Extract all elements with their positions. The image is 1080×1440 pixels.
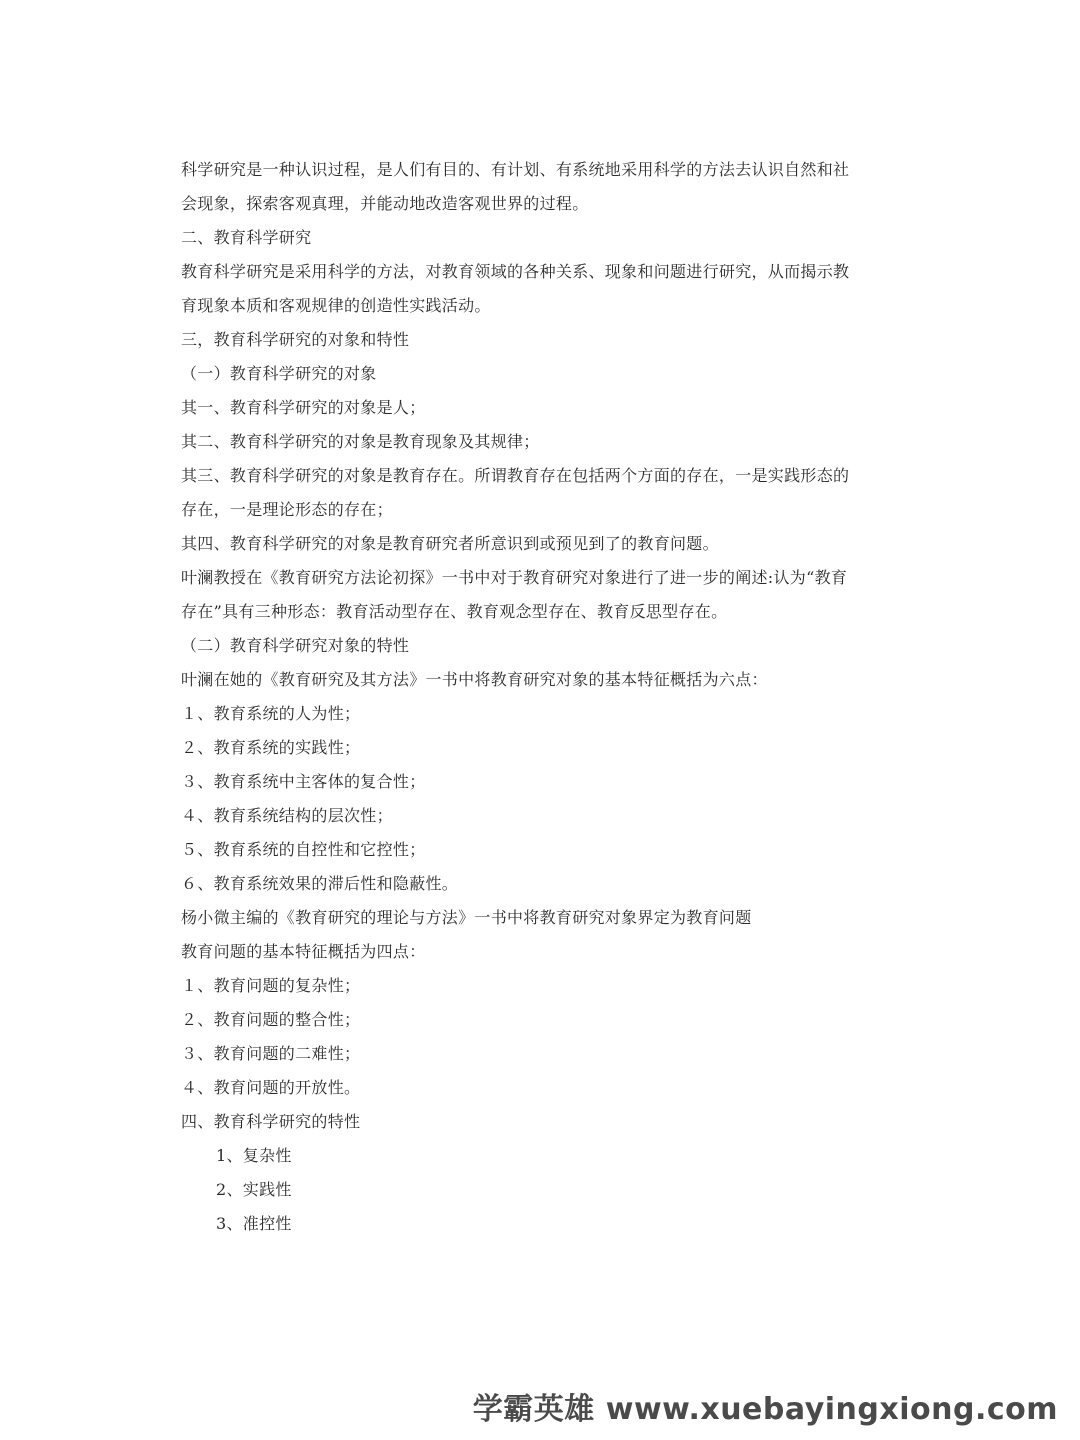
list-item: ２、教育问题的整合性； — [181, 1010, 361, 1029]
list-item: ４、教育系统结构的层次性； — [181, 806, 393, 825]
list-item: ３、教育系统中主客体的复合性； — [181, 772, 426, 791]
paragraph-line: 其四、教育科学研究的对象是教育研究者所意识到或预见到了的教育问题。 — [181, 534, 719, 553]
paragraph-line: 存在”具有三种形态：教育活动型存在、教育观念型存在、教育反思型存在。 — [181, 602, 728, 621]
paragraph-line: 其二、教育科学研究的对象是教育现象及其规律； — [181, 432, 540, 451]
list-item: ３、教育问题的二难性； — [181, 1044, 361, 1063]
indented-list-item: 1、复杂性 — [216, 1146, 292, 1165]
paragraph-line: 存在，一是理论形态的存在； — [181, 500, 393, 519]
paragraph-line: 杨小微主编的《教育研究的理论与方法》一书中将教育研究对象界定为教育问题 — [181, 908, 752, 927]
paragraph-line: 其三、教育科学研究的对象是教育存在。所谓教育存在包括两个方面的存在，一是实践形态的 — [181, 466, 850, 485]
list-item: ５、教育系统的自控性和它控性； — [181, 840, 426, 859]
paragraph-line: 叶澜在她的《教育研究及其方法》一书中将教育研究对象的基本特征概括为六点： — [181, 670, 768, 689]
subsection-heading: （二）教育科学研究对象的特性 — [181, 636, 410, 655]
paragraph-line: 科学研究是一种认识过程，是人们有目的、有计划、有系统地采用科学的方法去认识自然和社 — [181, 160, 850, 179]
paragraph-line: 会现象，探索客观真理，并能动地改造客观世界的过程。 — [181, 194, 589, 213]
list-item: １、教育问题的复杂性； — [181, 976, 361, 995]
section-heading: 三，教育科学研究的对象和特性 — [181, 330, 410, 349]
list-item: ６、教育系统效果的滞后性和隐蔽性。 — [181, 874, 459, 893]
list-item: ４、教育问题的开放性。 — [181, 1078, 361, 1097]
section-heading: 四、教育科学研究的特性 — [181, 1112, 361, 1131]
document-body — [181, 153, 911, 1241]
paragraph-line: 教育问题的基本特征概括为四点： — [181, 942, 426, 961]
paragraph-line: 教育科学研究是采用科学的方法，对教育领域的各种关系、现象和问题进行研究，从而揭示教 — [181, 262, 850, 281]
indented-list-item: 2、实践性 — [216, 1180, 292, 1199]
list-item: ２、教育系统的实践性； — [181, 738, 361, 757]
subsection-heading: （一）教育科学研究的对象 — [181, 364, 377, 383]
list-item: １、教育系统的人为性； — [181, 704, 361, 723]
watermark-text: 学霸英雄 www.xuebayingxiong.com — [472, 1392, 1058, 1427]
indented-list-item: 3、准控性 — [216, 1214, 292, 1233]
paragraph-line: 育现象本质和客观规律的创造性实践活动。 — [181, 296, 491, 315]
section-heading: 二、教育科学研究 — [181, 228, 312, 247]
paragraph-line: 其一、教育科学研究的对象是人； — [181, 398, 426, 417]
paragraph-line: 叶澜教授在《教育研究方法论初探》一书中对于教育研究对象进行了进一步的阐述:认为“教育 — [181, 568, 848, 587]
